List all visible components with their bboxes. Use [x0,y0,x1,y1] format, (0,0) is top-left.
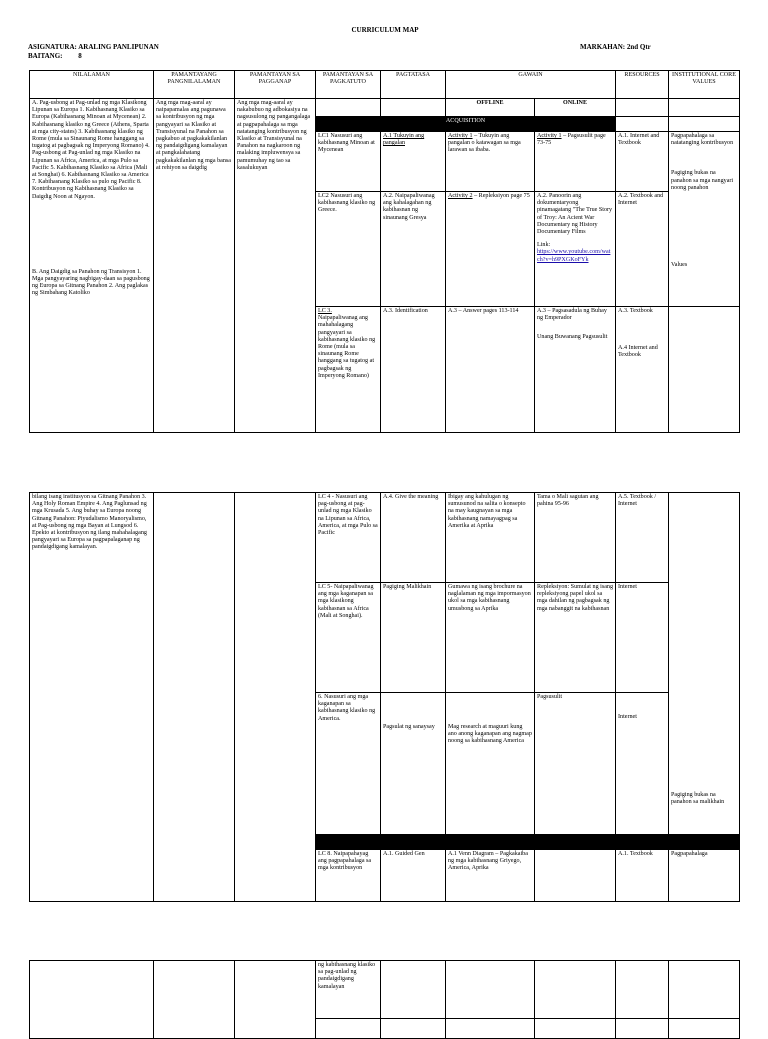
a6-resources-text: Internet [618,714,637,720]
a8-pagtatasa: A.1. Guided Gen [381,850,446,902]
nilalaman-b: B. Ang Daigdig sa Panahon ng Transisyon 1. Mga pangyayaring nagbigay-daan sa pagusbong ng Europa sa Gitnang Panahon 2. Ang paglakas ng Simbahang Katoliko [32,268,150,297]
a2-link-label: Link: [537,242,551,249]
a2-online-text: A.2. Panoorin ang dokumentaryong pinamagatang "The True Story of Troy: An Acient War Documentary ng History Documentary Films [537,193,613,236]
markahan-line [580,44,651,51]
a5-pagtatasa: Pagiging Malikhain [381,583,446,693]
nilalaman-continued: bilang isang institusyon sa Gitnang Panahon 3. Ang Holy Roman Empire 4. Ang Paglunsad ng mga Krusada 5. Ang buhay sa Europa noong Gitnang Panahon: Piyudalismo Manoryalismo, at Pag-usbong ng mga Bayan at Lungsod 6. Epekto at kontribusyon ng ilang mahahalagang pangyayari sa Europa sa pagpapalaganap ng pandaigdigang kamalayan. [30,493,154,902]
a3-online-text: A.3 – Pagsasadula ng Buhay ng Emperador [537,308,607,322]
a2-resources: A.2. Textbook and Internet [616,192,669,307]
a6-online: Pagsusulit [535,693,616,835]
header-pamantayang-pangnilalaman: PAMANTAYANG PANGNILALAMAN [154,71,235,99]
a2-pagtatasa: A.2. Naipapaliwanag ang kahalagahan ng kabihasnan ng sinaunang Gresya [381,192,446,307]
activity1-online-label: Activity 1 [537,133,562,139]
header-pamantayan-sa-pagkatuto: PAMANTAYAN SA PAGKATUTO [316,71,381,99]
a4-pagtatasa: A.4. Give the meaning [381,493,446,583]
a1-online [535,132,616,192]
header-core-values: INSTITUTIONAL CORE VALUES [669,71,740,99]
header-pamantayan-sa-pagganap: PAMANTAYAN SA PAGGANAP [235,71,316,99]
header-pagtatasa: PAGTATASA [381,71,446,99]
core-values-cell-2 [669,493,740,835]
a3-online-text-2: Unang Buwanang Pagsusulit [537,334,608,341]
header-gawain: GAWAIN [446,71,616,99]
a2-online [535,192,616,307]
pagganap-cell: Ang mga mag-aaral ay nakabubuo ng adbokasiya na nagsusulong ng pangangalaga at pagpapahalaga sa mga natatanging kontribusyon ng Klasiko at Transisyunal na Panahon na nagkaroon ng malaking impluwensya sa pamumuhay ng tao sa kasalukuyan [235,99,316,433]
header-resources: RESOURCES [616,71,669,99]
a5-resources-2: Internet [616,583,669,693]
a8-offline: A.1 Venn Diagram – Pagkakaiba ng mga kabihasnang Griyego, America, Aprika [446,850,535,902]
asignatura-line [28,44,159,51]
a3-pagtatasa: A.3. Identification [381,307,446,433]
a3-resources [616,307,669,433]
a6-offline [446,693,535,835]
core-value-3: Values [671,262,688,269]
activity2-offline-text: – Repleksiyon page 75 [472,193,530,199]
a1-offline [446,132,535,192]
activity2-offline-label: Activity 2 [448,193,473,199]
core-value-5: Pagpapahalaga [669,850,740,902]
a3-offline: A.3 – Answer pages 113-114 [446,307,535,433]
header-online: ONLINE [535,99,616,117]
a6-offline-text: Mag research at maguuri kung ano anong kaganapan ang nagmap noong sa kabihasnang America [448,724,532,745]
lc4-cell: LC 4 - Nasusuri ang pag-usbong at pag-unlad ng mga Klasiko na Lipunan sa Africa, America, at mga Pulo sa Pacific [316,493,381,583]
a4-online: Tama o Mali sagutan ang pahina 95-96 [535,493,616,583]
lc-continued: ng kabihasnang klasiko sa pag-unlad ng pandaigdigang kamalayan [316,961,381,1019]
a4-offline: Ibigay ang kahulugan ng sumusunod na salita o konsepto na may kaugnayan sa mga kabihasnang namayagpag sa Amerika at Aprika [446,493,535,583]
core-value-1: Pagpapahalaga sa natatanging kontribusyon [671,133,734,147]
lc3-text: Naipapaliwanag ang mahahalagang pangyayari sa kabihasnang klasiko ng Rome (mula sa sinaunang Rome hanggang sa tugatog at pagbagsak ng Imperyong Romano) [318,315,376,379]
a8-resources: A.1. Textbook [616,850,669,902]
nilalaman-cell [30,99,154,433]
a6-pagtatasa [381,693,446,835]
a4-resource: A.4 Internet and Textbook [618,345,658,359]
header-nilalaman: NILALAMAN [30,71,154,99]
youtube-link[interactable]: https://www.youtube.com/watch?v=h9PXGKoFYk [537,249,611,263]
lc5-cell: LC 5- Naipapaliwanag ang mga kaganapan sa mga klasikong kabihasnan sa Africa (Mali at Songhai). [316,583,381,693]
a1-pagtatasa: A.1 Tukuyin ang pangalan [381,132,446,192]
lc2-cell: LC2 Nasusuri ang kabihasnang klasiko ng Greece. [316,192,381,307]
asignatura-label: ASIGNATURA: [28,43,77,51]
lc8-cell: LC 8. Naipapahayag ang pagpapahalaga sa mga kontribusyon [316,850,381,902]
a2-offline [446,192,535,307]
baitang-value: 8 [78,52,82,60]
lc6-cell: 6. Nasusuri ang mga kaganapan sa kabihasnang klasiko ng America. [316,693,381,835]
a1-resources: A.1. Internet and Textbook [616,132,669,192]
a6-pagtatasa-text: Pagsulat ng sanaysay [383,724,435,730]
lc3-cell [316,307,381,433]
pangnilalaman-cell: Ang mga mag-aaral ay naipapamalas ang pagunawa sa kontribusyon ng mga pangyayari sa Klasiko at Transisyunal na Panahon sa pagkabuo at pagkakakilanlan ng pandaigdigang kamalayan at pangkalahatang pagkakakilanlan ng mga bansa at rehiyon sa daigdig [154,99,235,433]
core-values-cell-1 [669,132,740,307]
acquisition-bar: ACQUISITION [316,117,616,132]
a5-offline: Gumawa ng isang brochure na naglalaman ng mga impormasyon ukol sa mga kabihasnang umusbong sa Aprika [446,583,535,693]
a3-resource: A.3. Textbook [618,308,653,314]
activity1-online-text: – Pagsusulit page 73-75 [537,133,606,147]
nilalaman-a: A. Pag-usbong at Pag-unlad ng mga Klasikong Lipunan sa Europa 1. Kabihasnang Klasiko sa Europa (Kabihasnang Minoan at Mycenean) 2. Kabihasnang klasiko ng Greece (Athens, Sparta at mga city-states) 3. Kabihasnang klasiko ng Rome (mula sa Sinaunang Rome hanggang sa tugatog at pagbagsak ng Imperyong Romano) 4. Pag-usbong at Pag-unlad ng mga Klasiko na Lipunan sa Africa, America, at mga Pulo sa Pacific 5. Kabihasnang Klasiko sa Africa (Mali at Songhai) 6. Kabihasnang Klasiko sa America 7. Kabihasnang Klasiko sa pulo ng Pacific 8. Kontribusyon ng Kabihasnang Klasiko sa Daigdig Noon at Ngayon. [32,100,150,200]
a5-online: Repleksiyon: Sumulat ng isang repleksiyong papel ukol sa mga dahilan ng pagbagsak ng mga nabanggit na kabihasnan [535,583,616,693]
a6-resources [616,693,669,835]
a3-online [535,307,616,433]
baitang-label: BAITANG: [28,52,63,60]
curriculum-table-page2 [29,492,740,902]
baitang-line [28,53,82,60]
core-value-4: Pagiging bukas na panahon sa malikhain [671,792,725,806]
activity1-offline-label: Activity 1 [448,133,473,139]
curriculum-table-page3 [29,960,740,1039]
header-offline: OFFLINE [446,99,535,117]
markahan-label: MARKAHAN: [580,43,626,51]
activity1-offline-text: – Tukuyin ang pangalan o katawagan sa mga larawan sa ibaba. [448,133,521,154]
lc1-cell: LC1 Nasusuri ang kabihasnang Minoan at Mycenean [316,132,381,192]
page-title: CURRICULUM MAP [351,26,419,34]
a5-resources: A.5. Textbook / Internet [616,493,669,583]
markahan-value: 2nd Qtr [626,43,651,51]
section-bar [316,835,740,850]
curriculum-table-page1 [29,70,740,433]
asignatura-value: ARALING PANLIPUNAN [78,43,159,51]
core-value-2: Pagiging bukas na panahon sa mga nangyari noong panahon [671,170,734,191]
lc3-label: LC 3. [318,308,332,314]
